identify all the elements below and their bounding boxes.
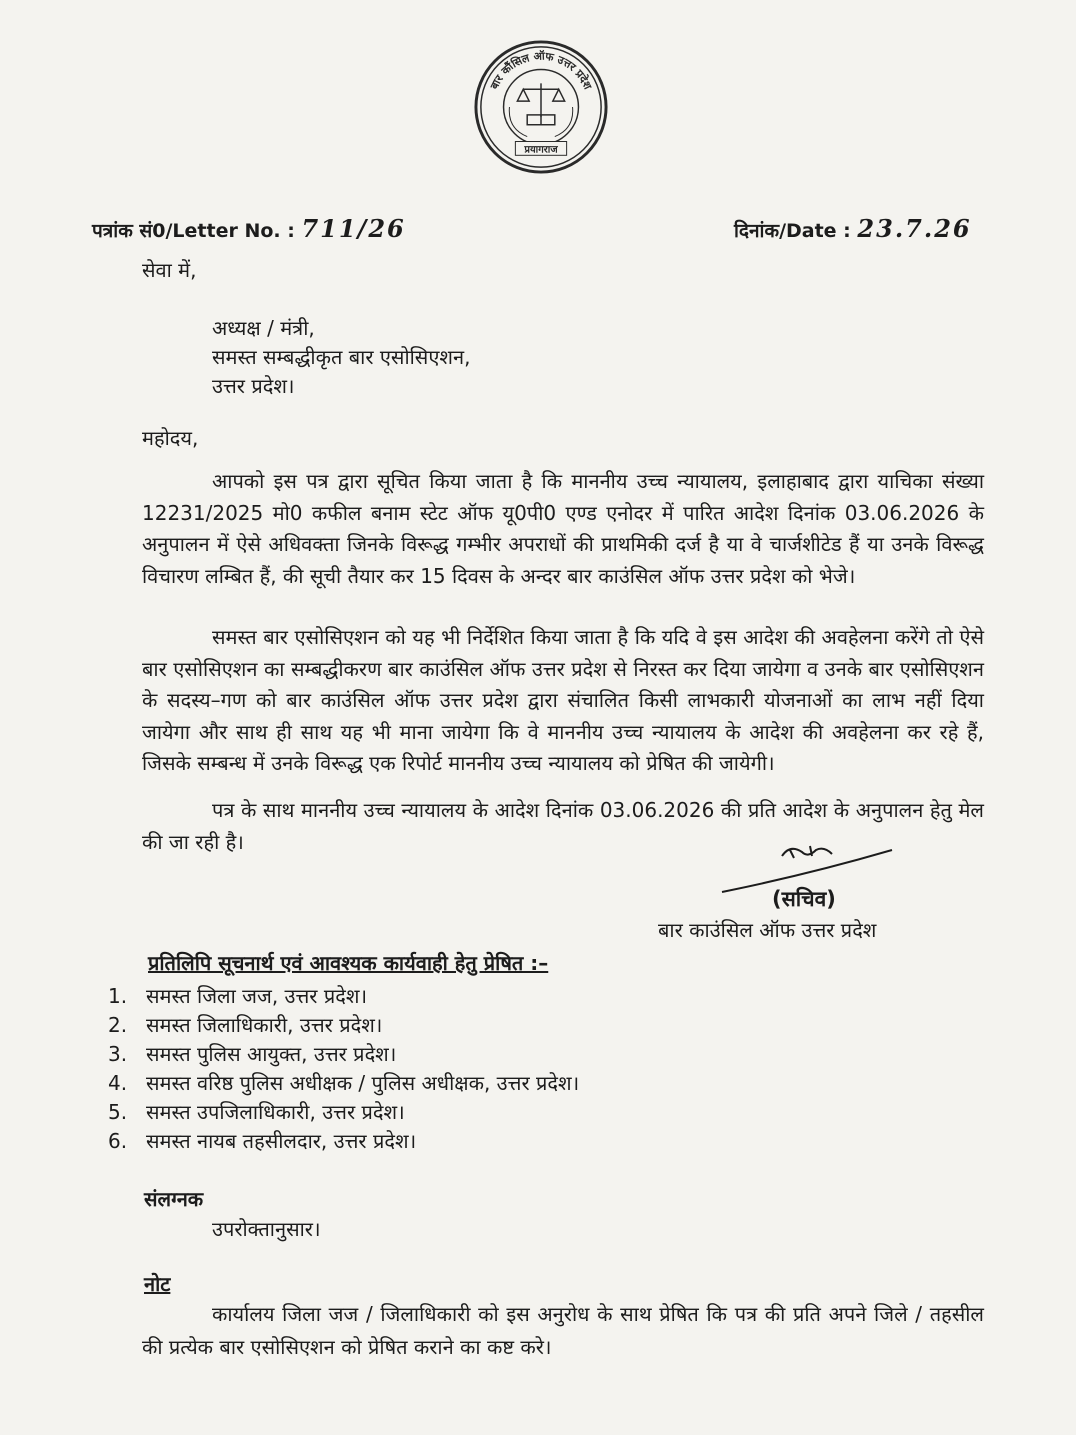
copy-heading: प्रतिलिपि सूचनार्थ एवं आवश्यक कार्यवाही हेतु प्रेषित :– xyxy=(148,951,549,975)
enclosure-value: उपरोक्तानुसार। xyxy=(212,1217,321,1241)
signatory-organisation: बार काउंसिल ऑफ उत्तर प्रदेश xyxy=(658,918,877,942)
body-paragraph-2: समस्त बार एसोसिएशन को यह भी निर्देशित किया जाता है कि यदि वे इस आदेश की अवहेलना करेंगे तो ऐसे बार एसोसिएशन का सम्बद्धीकरण बार काउंसिल ऑफ उत्तर प्रदेश से निरस्त कर दिया जायेगा व उनके बार एसोसिएशन के सदस्य–गण को बार काउंसिल ऑफ उत्तर प्रदेश द्वारा संचालित किसी लाभकारी योजनाओं का लाभ नहीं दिया जायेगा और साथ ही साथ यह भी माना जायेगा कि वे माननीय उच्च न्यायालय के आदेश की अवहेलना कर रहे हैं, जिसके सम्बन्ध में उनके विरूद्ध एक रिपोर्ट माननीय उच्च न्यायालय को प्रेषित की जायेगी। xyxy=(142,625,984,776)
list-item: 1. समस्त जिला जज, उत्तर प्रदेश। xyxy=(108,984,368,1008)
seal-ring-text: बार कौंसिल ऑफ उत्तर प्रदेश xyxy=(487,49,595,92)
recipient-line-2: समस्त सम्बद्धीकृत बार एसोसिएशन, xyxy=(212,345,471,369)
letter-number-label: पत्रांक सं0/Letter No. : xyxy=(92,220,295,242)
letter-date-label: दिनांक/Date : xyxy=(734,220,851,242)
list-item: 4. समस्त वरिष्ठ पुलिस अधीक्षक / पुलिस अधीक्षक, उत्तर प्रदेश। xyxy=(108,1071,580,1095)
letter-date xyxy=(734,214,972,243)
list-item: 5. समस्त उपजिलाधिकारी, उत्तर प्रदेश। xyxy=(108,1100,405,1124)
body-paragraph-1: आपको इस पत्र द्वारा सूचित किया जाता है कि माननीय उच्च न्यायालय, इलाहाबाद द्वारा याचिका संख्या 12231/2025 मो0 कफील बनाम स्टेट ऑफ यू0पी0 एण्ड एनोदर में पारित आदेश दिनांक 03.06.2026 के अनुपालन में ऐसे अधिवक्ता जिनके विरूद्ध गम्भीर अपराधों की प्राथमिकी दर्ज है या वे चार्जशीटेड हैं या उनके विरूद्ध विचारण लम्बित हैं, की सूची तैयार कर 15 दिवस के अन्दर बार काउंसिल ऑफ उत्तर प्रदेश को भेजे। xyxy=(142,469,984,588)
enclosure-label: संलग्नक xyxy=(144,1187,204,1211)
copy-list xyxy=(108,982,579,1156)
letter-number-value: 711/26 xyxy=(301,214,406,243)
note-text: कार्यालय जिला जज / जिलाधिकारी को इस अनुरोध के साथ प्रेषित कि पत्र की प्रति अपने जिले / तहसील की प्रत्येक बार एसोसिएशन को प्रेषित कराने का कष्ट करे। xyxy=(142,1302,984,1359)
note-label: नोट xyxy=(144,1272,171,1296)
recipient-line-3: उत्तर प्रदेश। xyxy=(212,374,295,398)
scales-icon xyxy=(517,83,564,124)
salutation-to: सेवा में, xyxy=(142,258,197,282)
list-item: 6. समस्त नायब तहसीलदार, उत्तर प्रदेश। xyxy=(108,1129,417,1153)
letter-number xyxy=(92,214,406,243)
bar-council-seal xyxy=(472,38,610,176)
seal-bottom-text: प्रयागराज xyxy=(524,144,558,156)
recipient-line-1: अध्यक्ष / मंत्री, xyxy=(212,316,315,340)
list-item: 2. समस्त जिलाधिकारी, उत्तर प्रदेश। xyxy=(108,1013,383,1037)
signatory-designation: (सचिव) xyxy=(772,887,836,911)
greeting: महोदय, xyxy=(142,426,199,450)
letter-date-value: 23.7.26 xyxy=(857,214,972,243)
body-paragraph-3: पत्र के साथ माननीय उच्च न्यायालय के आदेश दिनांक 03.06.2026 की प्रति आदेश के अनुपालन हेतु मेल की जा रही है। xyxy=(142,798,984,854)
list-item: 3. समस्त पुलिस आयुक्त, उत्तर प्रदेश। xyxy=(108,1042,397,1066)
